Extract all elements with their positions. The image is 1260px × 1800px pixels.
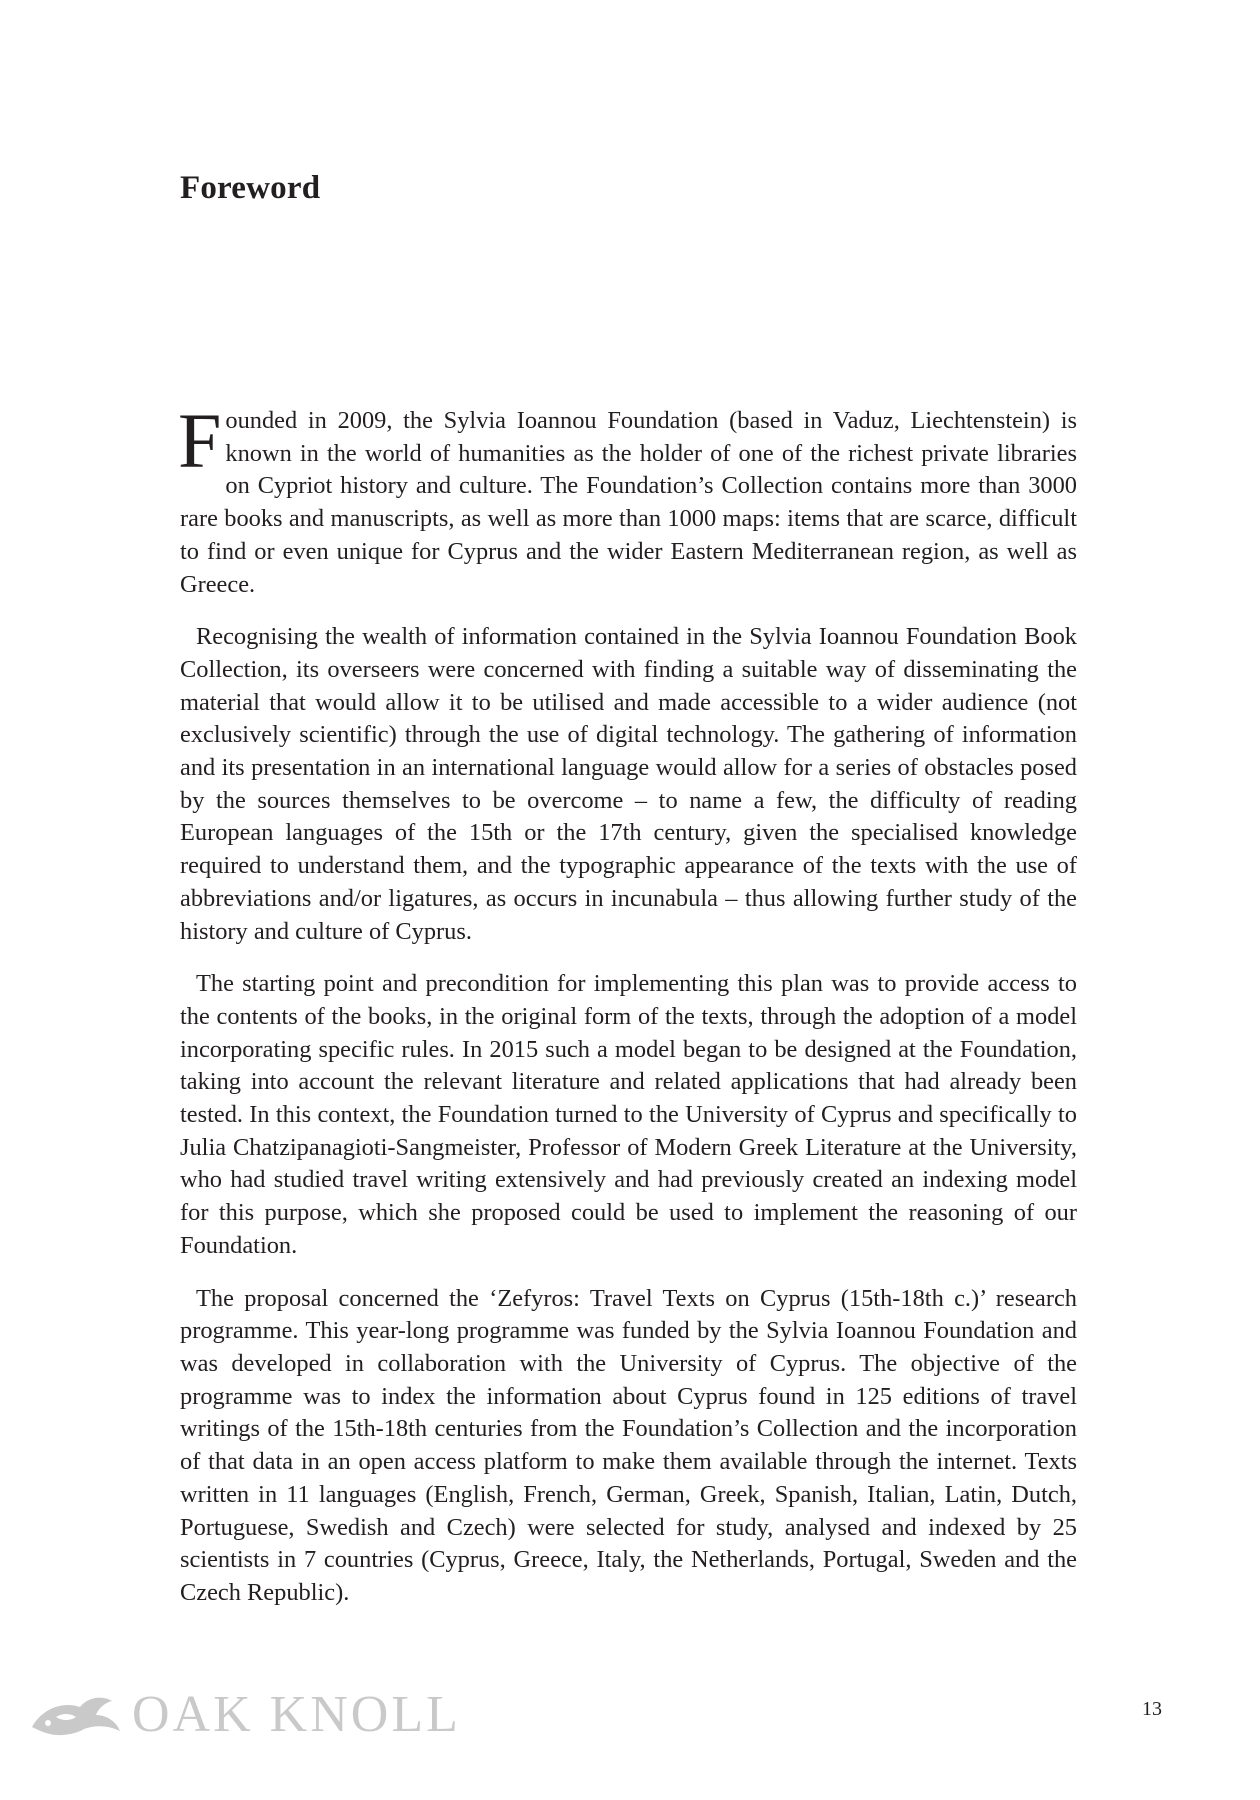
paragraph-4: The proposal concerned the ‘Zefyros: Travel Texts on Cyprus (15th-18th c.)’ research programme. This year-long programme was funded by the Sylvia Ioannou Foundation and was developed in collaboration with the University of Cyprus. The objective of the programme was to index the information about Cyprus found in 125 editions of travel writings of the 15th-18th centuries from the Foundation’s Collection and the incorporation of that data in an open access platform to make them available through the internet. Texts written in 11 languages (English, French, German, Greek, Spanish, Italian, Latin, Dutch, Portuguese, Swedish and Czech) were selected for study, analysed and indexed by 25 scientists in 7 countries (Cyprus, Greece, Italy, the Netherlands, Portugal, Sweden and the Czech Republic). (180, 1284, 1077, 1606)
paragraph-1-text: ounded in 2009, the Sylvia Ioannou Foundation (based in Vaduz, Liechtenstein) is known in the world of humanities as the holder of one of the richest private libraries on Cypriot history and culture. The Foundation’s Collection contains more than 3000 rare books and manuscripts, as well as more than 1000 maps: items that are scarce, difficult to find or even unique for Cyprus and the wider Eastern Mediterranean region, as well as Greece. (180, 407, 1077, 598)
drop-cap: F (178, 397, 222, 484)
page-heading: Foreword (180, 170, 321, 206)
oak-knoll-watermark (28, 1685, 461, 1744)
paragraph-3: The starting point and precondition for implementing this plan was to provide access to the contents of the books, in the original form of the texts, through the adoption of a model incorporating specific rules. In 2015 such a model began to be designed at the Foundation, taking into account the relevant literature and related applications that had already been tested. In this context, the Foundation turned to the University of Cyprus and specifically to Julia Chatzipanagioti-Sangmeister, Professor of Modern Greek Literature at the University, who had studied travel writing extensively and had previously created an indexing model for this purpose, which she proposed could be used to implement the reasoning of our Foundation. (180, 970, 1077, 1259)
foreword-body (178, 397, 1077, 1630)
page-number: 13 (1142, 1698, 1162, 1720)
oak-leaf-icon (28, 1687, 124, 1743)
paragraph-2: Recognising the wealth of information contained in the Sylvia Ioannou Foundation Book Collection, its overseers were concerned with finding a suitable way of disseminating the material that would allow it to be utilised and made accessible to a wider audience (not exclusively scientific) through the use of digital technology. The gathering of information and its presentation in an international language would allow for a series of obstacles posed by the sources themselves to be overcome – to name a few, the difficulty of reading European languages of the 15th or the 17th century, given the specialised knowledge required to understand them, and the typographic appearance of the texts with the use of abbreviations and/or ligatures, as occurs in incunabula – thus allowing further study of the history and culture of Cyprus. (180, 623, 1077, 945)
paragraph-1 (178, 397, 1077, 601)
watermark-text: OAK KNOLL (132, 1686, 461, 1743)
